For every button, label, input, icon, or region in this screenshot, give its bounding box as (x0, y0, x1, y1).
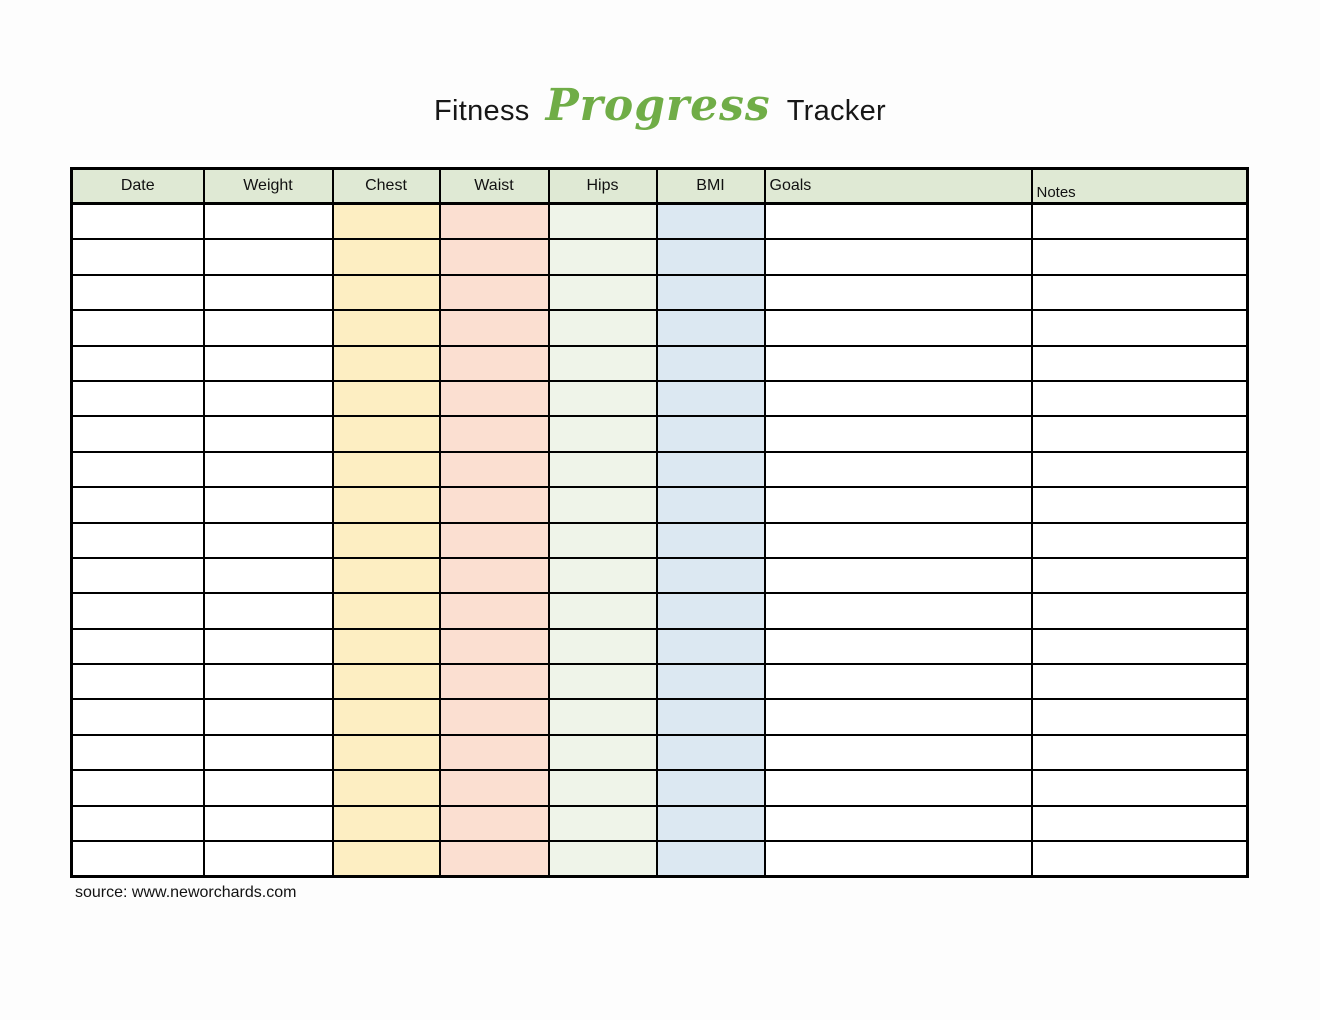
cell-goals (765, 841, 1032, 877)
column-header-hips: Hips (549, 169, 657, 204)
cell-date (72, 416, 204, 451)
cell-chest (333, 770, 440, 805)
cell-bmi (657, 593, 765, 628)
column-header-date: Date (72, 169, 204, 204)
table-row (72, 310, 1248, 345)
cell-chest (333, 806, 440, 841)
cell-bmi (657, 699, 765, 734)
cell-date (72, 735, 204, 770)
cell-date (72, 806, 204, 841)
cell-bmi (657, 310, 765, 345)
title-word-progress: Progress (545, 80, 771, 131)
table-row (72, 699, 1248, 734)
cell-waist (440, 523, 549, 558)
cell-notes (1032, 735, 1248, 770)
cell-chest (333, 629, 440, 664)
cell-bmi (657, 770, 765, 805)
title-word-fitness: Fitness (434, 95, 530, 127)
cell-weight (204, 841, 333, 877)
cell-hips (549, 310, 657, 345)
cell-hips (549, 735, 657, 770)
cell-notes (1032, 523, 1248, 558)
cell-notes (1032, 275, 1248, 310)
table-row (72, 452, 1248, 487)
cell-chest (333, 699, 440, 734)
cell-weight (204, 275, 333, 310)
cell-chest (333, 239, 440, 274)
cell-bmi (657, 806, 765, 841)
column-header-bmi: BMI (657, 169, 765, 204)
cell-hips (549, 629, 657, 664)
cell-weight (204, 735, 333, 770)
table-row (72, 381, 1248, 416)
cell-notes (1032, 664, 1248, 699)
cell-bmi (657, 664, 765, 699)
cell-notes (1032, 381, 1248, 416)
cell-date (72, 452, 204, 487)
cell-hips (549, 523, 657, 558)
cell-bmi (657, 523, 765, 558)
cell-hips (549, 381, 657, 416)
cell-bmi (657, 416, 765, 451)
table-row (72, 629, 1248, 664)
cell-weight (204, 346, 333, 381)
cell-goals (765, 558, 1032, 593)
column-header-waist: Waist (440, 169, 549, 204)
cell-waist (440, 239, 549, 274)
table-row (72, 346, 1248, 381)
table-row (72, 841, 1248, 877)
cell-date (72, 770, 204, 805)
cell-hips (549, 841, 657, 877)
cell-weight (204, 452, 333, 487)
table-row (72, 770, 1248, 805)
title-word-tracker: Tracker (786, 95, 886, 127)
cell-waist (440, 487, 549, 522)
cell-bmi (657, 239, 765, 274)
cell-bmi (657, 629, 765, 664)
cell-goals (765, 310, 1032, 345)
cell-goals (765, 416, 1032, 451)
cell-notes (1032, 346, 1248, 381)
cell-notes (1032, 487, 1248, 522)
cell-chest (333, 487, 440, 522)
cell-date (72, 558, 204, 593)
cell-waist (440, 841, 549, 877)
cell-date (72, 523, 204, 558)
cell-weight (204, 558, 333, 593)
cell-date (72, 310, 204, 345)
cell-goals (765, 735, 1032, 770)
header-row (72, 169, 1248, 204)
cell-chest (333, 381, 440, 416)
table-row (72, 487, 1248, 522)
table-row (72, 735, 1248, 770)
cell-hips (549, 416, 657, 451)
cell-date (72, 629, 204, 664)
cell-weight (204, 204, 333, 240)
cell-waist (440, 452, 549, 487)
cell-hips (549, 239, 657, 274)
cell-waist (440, 770, 549, 805)
cell-goals (765, 664, 1032, 699)
cell-weight (204, 381, 333, 416)
cell-date (72, 699, 204, 734)
cell-goals (765, 275, 1032, 310)
page-title (0, 80, 1320, 131)
cell-notes (1032, 841, 1248, 877)
cell-goals (765, 381, 1032, 416)
cell-date (72, 204, 204, 240)
cell-hips (549, 452, 657, 487)
cell-notes (1032, 806, 1248, 841)
cell-notes (1032, 204, 1248, 240)
cell-waist (440, 629, 549, 664)
cell-waist (440, 735, 549, 770)
table-row (72, 664, 1248, 699)
cell-chest (333, 310, 440, 345)
cell-notes (1032, 558, 1248, 593)
cell-waist (440, 664, 549, 699)
table-row (72, 806, 1248, 841)
cell-notes (1032, 593, 1248, 628)
cell-weight (204, 416, 333, 451)
cell-chest (333, 593, 440, 628)
cell-bmi (657, 452, 765, 487)
cell-chest (333, 452, 440, 487)
cell-goals (765, 346, 1032, 381)
cell-bmi (657, 487, 765, 522)
cell-date (72, 487, 204, 522)
cell-weight (204, 593, 333, 628)
fitness-tracker-table (70, 167, 1249, 878)
source-attribution: source: www.neworchards.com (75, 884, 297, 901)
cell-goals (765, 204, 1032, 240)
cell-goals (765, 452, 1032, 487)
cell-chest (333, 275, 440, 310)
column-header-goals: Goals (765, 169, 1032, 204)
cell-waist (440, 806, 549, 841)
cell-chest (333, 735, 440, 770)
cell-hips (549, 558, 657, 593)
cell-chest (333, 558, 440, 593)
table-row (72, 558, 1248, 593)
cell-hips (549, 487, 657, 522)
cell-date (72, 664, 204, 699)
cell-goals (765, 523, 1032, 558)
cell-weight (204, 523, 333, 558)
cell-notes (1032, 452, 1248, 487)
column-header-weight: Weight (204, 169, 333, 204)
cell-hips (549, 699, 657, 734)
cell-chest (333, 664, 440, 699)
cell-bmi (657, 735, 765, 770)
cell-hips (549, 593, 657, 628)
cell-waist (440, 275, 549, 310)
table-row (72, 204, 1248, 240)
column-header-notes: Notes (1032, 169, 1248, 204)
cell-notes (1032, 239, 1248, 274)
cell-notes (1032, 770, 1248, 805)
cell-date (72, 275, 204, 310)
cell-goals (765, 593, 1032, 628)
cell-bmi (657, 275, 765, 310)
cell-bmi (657, 841, 765, 877)
cell-weight (204, 770, 333, 805)
cell-waist (440, 310, 549, 345)
cell-hips (549, 770, 657, 805)
cell-goals (765, 239, 1032, 274)
cell-bmi (657, 381, 765, 416)
cell-chest (333, 841, 440, 877)
cell-waist (440, 593, 549, 628)
cell-bmi (657, 346, 765, 381)
cell-date (72, 381, 204, 416)
cell-bmi (657, 204, 765, 240)
cell-hips (549, 346, 657, 381)
cell-weight (204, 487, 333, 522)
cell-weight (204, 664, 333, 699)
cell-weight (204, 629, 333, 664)
column-header-chest: Chest (333, 169, 440, 204)
cell-hips (549, 806, 657, 841)
cell-goals (765, 770, 1032, 805)
cell-date (72, 841, 204, 877)
cell-notes (1032, 416, 1248, 451)
cell-weight (204, 239, 333, 274)
table-row (72, 523, 1248, 558)
cell-chest (333, 204, 440, 240)
cell-hips (549, 664, 657, 699)
cell-waist (440, 204, 549, 240)
cell-weight (204, 699, 333, 734)
cell-goals (765, 699, 1032, 734)
cell-date (72, 346, 204, 381)
table-row (72, 416, 1248, 451)
cell-chest (333, 523, 440, 558)
cell-chest (333, 346, 440, 381)
cell-weight (204, 806, 333, 841)
cell-bmi (657, 558, 765, 593)
table-row (72, 275, 1248, 310)
cell-notes (1032, 310, 1248, 345)
cell-date (72, 239, 204, 274)
cell-hips (549, 275, 657, 310)
table-row (72, 593, 1248, 628)
cell-waist (440, 346, 549, 381)
cell-chest (333, 416, 440, 451)
cell-goals (765, 806, 1032, 841)
cell-notes (1032, 699, 1248, 734)
cell-waist (440, 416, 549, 451)
cell-weight (204, 310, 333, 345)
table-row (72, 239, 1248, 274)
cell-goals (765, 487, 1032, 522)
cell-notes (1032, 629, 1248, 664)
cell-waist (440, 699, 549, 734)
cell-waist (440, 381, 549, 416)
cell-date (72, 593, 204, 628)
cell-goals (765, 629, 1032, 664)
cell-waist (440, 558, 549, 593)
cell-hips (549, 204, 657, 240)
